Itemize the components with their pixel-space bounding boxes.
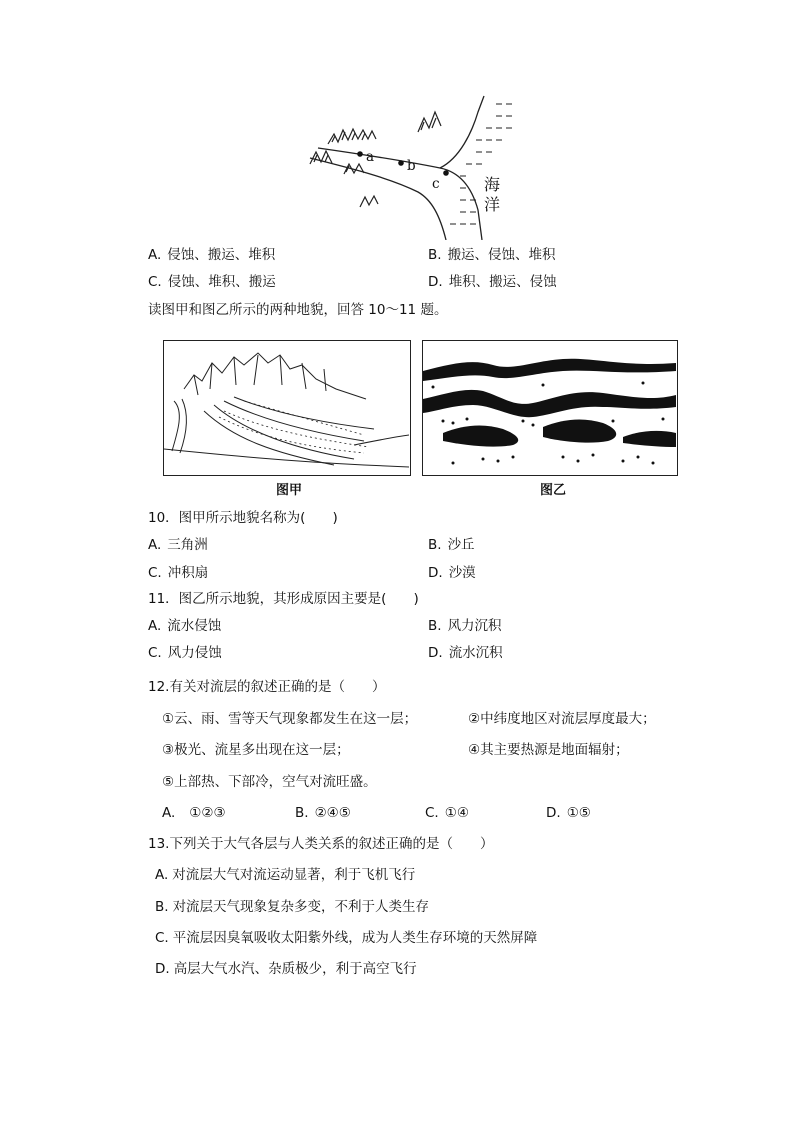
q10-option-a [148,536,208,554]
q13-option-d [155,960,417,978]
q12-stem: 12.有关对流层的叙述正确的是（ ） [148,679,386,695]
sea-label-2: 洋 [484,195,501,214]
option-text: 流水侵蚀 [167,618,222,634]
option-text: 风力沉积 [447,618,502,634]
river-mouth-map [300,92,520,240]
sand-dunes-drawing [423,341,676,474]
option-letter: B. [295,805,309,821]
option-text: 高层大气水汽、杂质极少，利于高空飞行 [173,961,417,977]
option-text: 三角洲 [167,537,208,553]
option-text: 搬运、侵蚀、堆积 [447,247,556,263]
q9-option-a [148,246,275,264]
option-text: 侵蚀、堆积、搬运 [167,274,276,290]
q12-item-3: ③极光、流星多出现在这一层； [162,742,350,758]
option-letter: C. [148,565,162,581]
figure-left-caption: 图甲 [276,483,303,498]
q9-option-b [428,246,556,264]
q11-option-b [428,617,502,635]
q10-option-c [148,564,208,582]
option-text: 风力侵蚀 [167,645,222,661]
alluvial-fan-drawing [164,341,409,474]
option-text: 对流层大气对流运动显著，利于飞机飞行 [172,867,416,883]
q10-stem: 10．图甲所示地貌名称为( ) [148,510,338,526]
option-letter: A. [148,537,162,553]
sea-label-1: 海 [484,175,501,194]
option-letter: D. [428,565,443,581]
map-label-a: a [366,149,375,165]
figure-sand-dunes [422,340,678,476]
map-label-b: b [407,158,416,174]
q13-option-a [155,866,415,884]
option-letter: A. [148,618,162,634]
figure-alluvial-fan [163,340,411,476]
option-text: 平流层因臭氧吸收太阳紫外线，成为人类生存环境的天然屏障 [172,930,538,946]
q10-option-d [428,564,476,582]
option-text: 流水沉积 [448,645,503,661]
option-text: 沙漠 [448,565,476,581]
q11-option-a [148,617,221,635]
q11-option-c [148,644,222,662]
option-text: 对流层天气现象复杂多变，不利于人类生存 [172,899,430,915]
option-text: ①②③ [189,805,226,821]
option-text: ①④ [444,805,469,821]
q10-option-b [428,536,475,554]
map-label-c: c [432,176,440,192]
option-text: 冲积扇 [167,565,209,581]
q11-stem: 11．图乙所示地貌，其形成原因主要是( ) [148,591,419,607]
intro-10-11: 读图甲和图乙所示的两种地貌，回答 10～11 题。 [148,302,448,318]
option-letter: D. [546,805,561,821]
q12-item-2: ②中纬度地区对流层厚度最大； [468,711,656,727]
option-letter: A. [148,247,162,263]
q11-option-d [428,644,503,662]
figure-right-caption: 图乙 [540,483,567,498]
option-letter: A. [162,805,176,821]
option-letter: A. [155,867,169,883]
q9-option-c [148,273,276,291]
option-letter: D. [428,645,443,661]
option-letter: D. [155,961,170,977]
option-letter: B. [428,618,442,634]
q12-item-1: ①云、雨、雪等天气现象都发生在这一层； [162,711,418,727]
option-letter: C. [425,805,439,821]
option-letter: C. [148,274,162,290]
q12-option-d [546,804,591,822]
q13-option-b [155,898,429,916]
q12-option-a [162,804,226,822]
q9-option-d [428,273,557,291]
q12-item-5: ⑤上部热、下部冷，空气对流旺盛。 [162,774,377,790]
option-letter: B. [428,537,442,553]
option-letter: B. [428,247,442,263]
option-letter: B. [155,899,169,915]
option-letter: C. [148,645,162,661]
q12-option-b [295,804,351,822]
q12-item-4: ④其主要热源是地面辐射； [468,742,629,758]
option-text: ②④⑤ [314,805,351,821]
option-text: 侵蚀、搬运、堆积 [167,247,276,263]
option-text: ①⑤ [566,805,591,821]
q13-option-c [155,929,537,947]
q12-option-c [425,804,469,822]
option-text: 沙丘 [447,537,475,553]
option-letter: C. [155,930,169,946]
q13-stem: 13.下列关于大气各层与人类关系的叙述正确的是（ ） [148,836,494,852]
option-letter: D. [428,274,443,290]
option-text: 堆积、搬运、侵蚀 [448,274,557,290]
